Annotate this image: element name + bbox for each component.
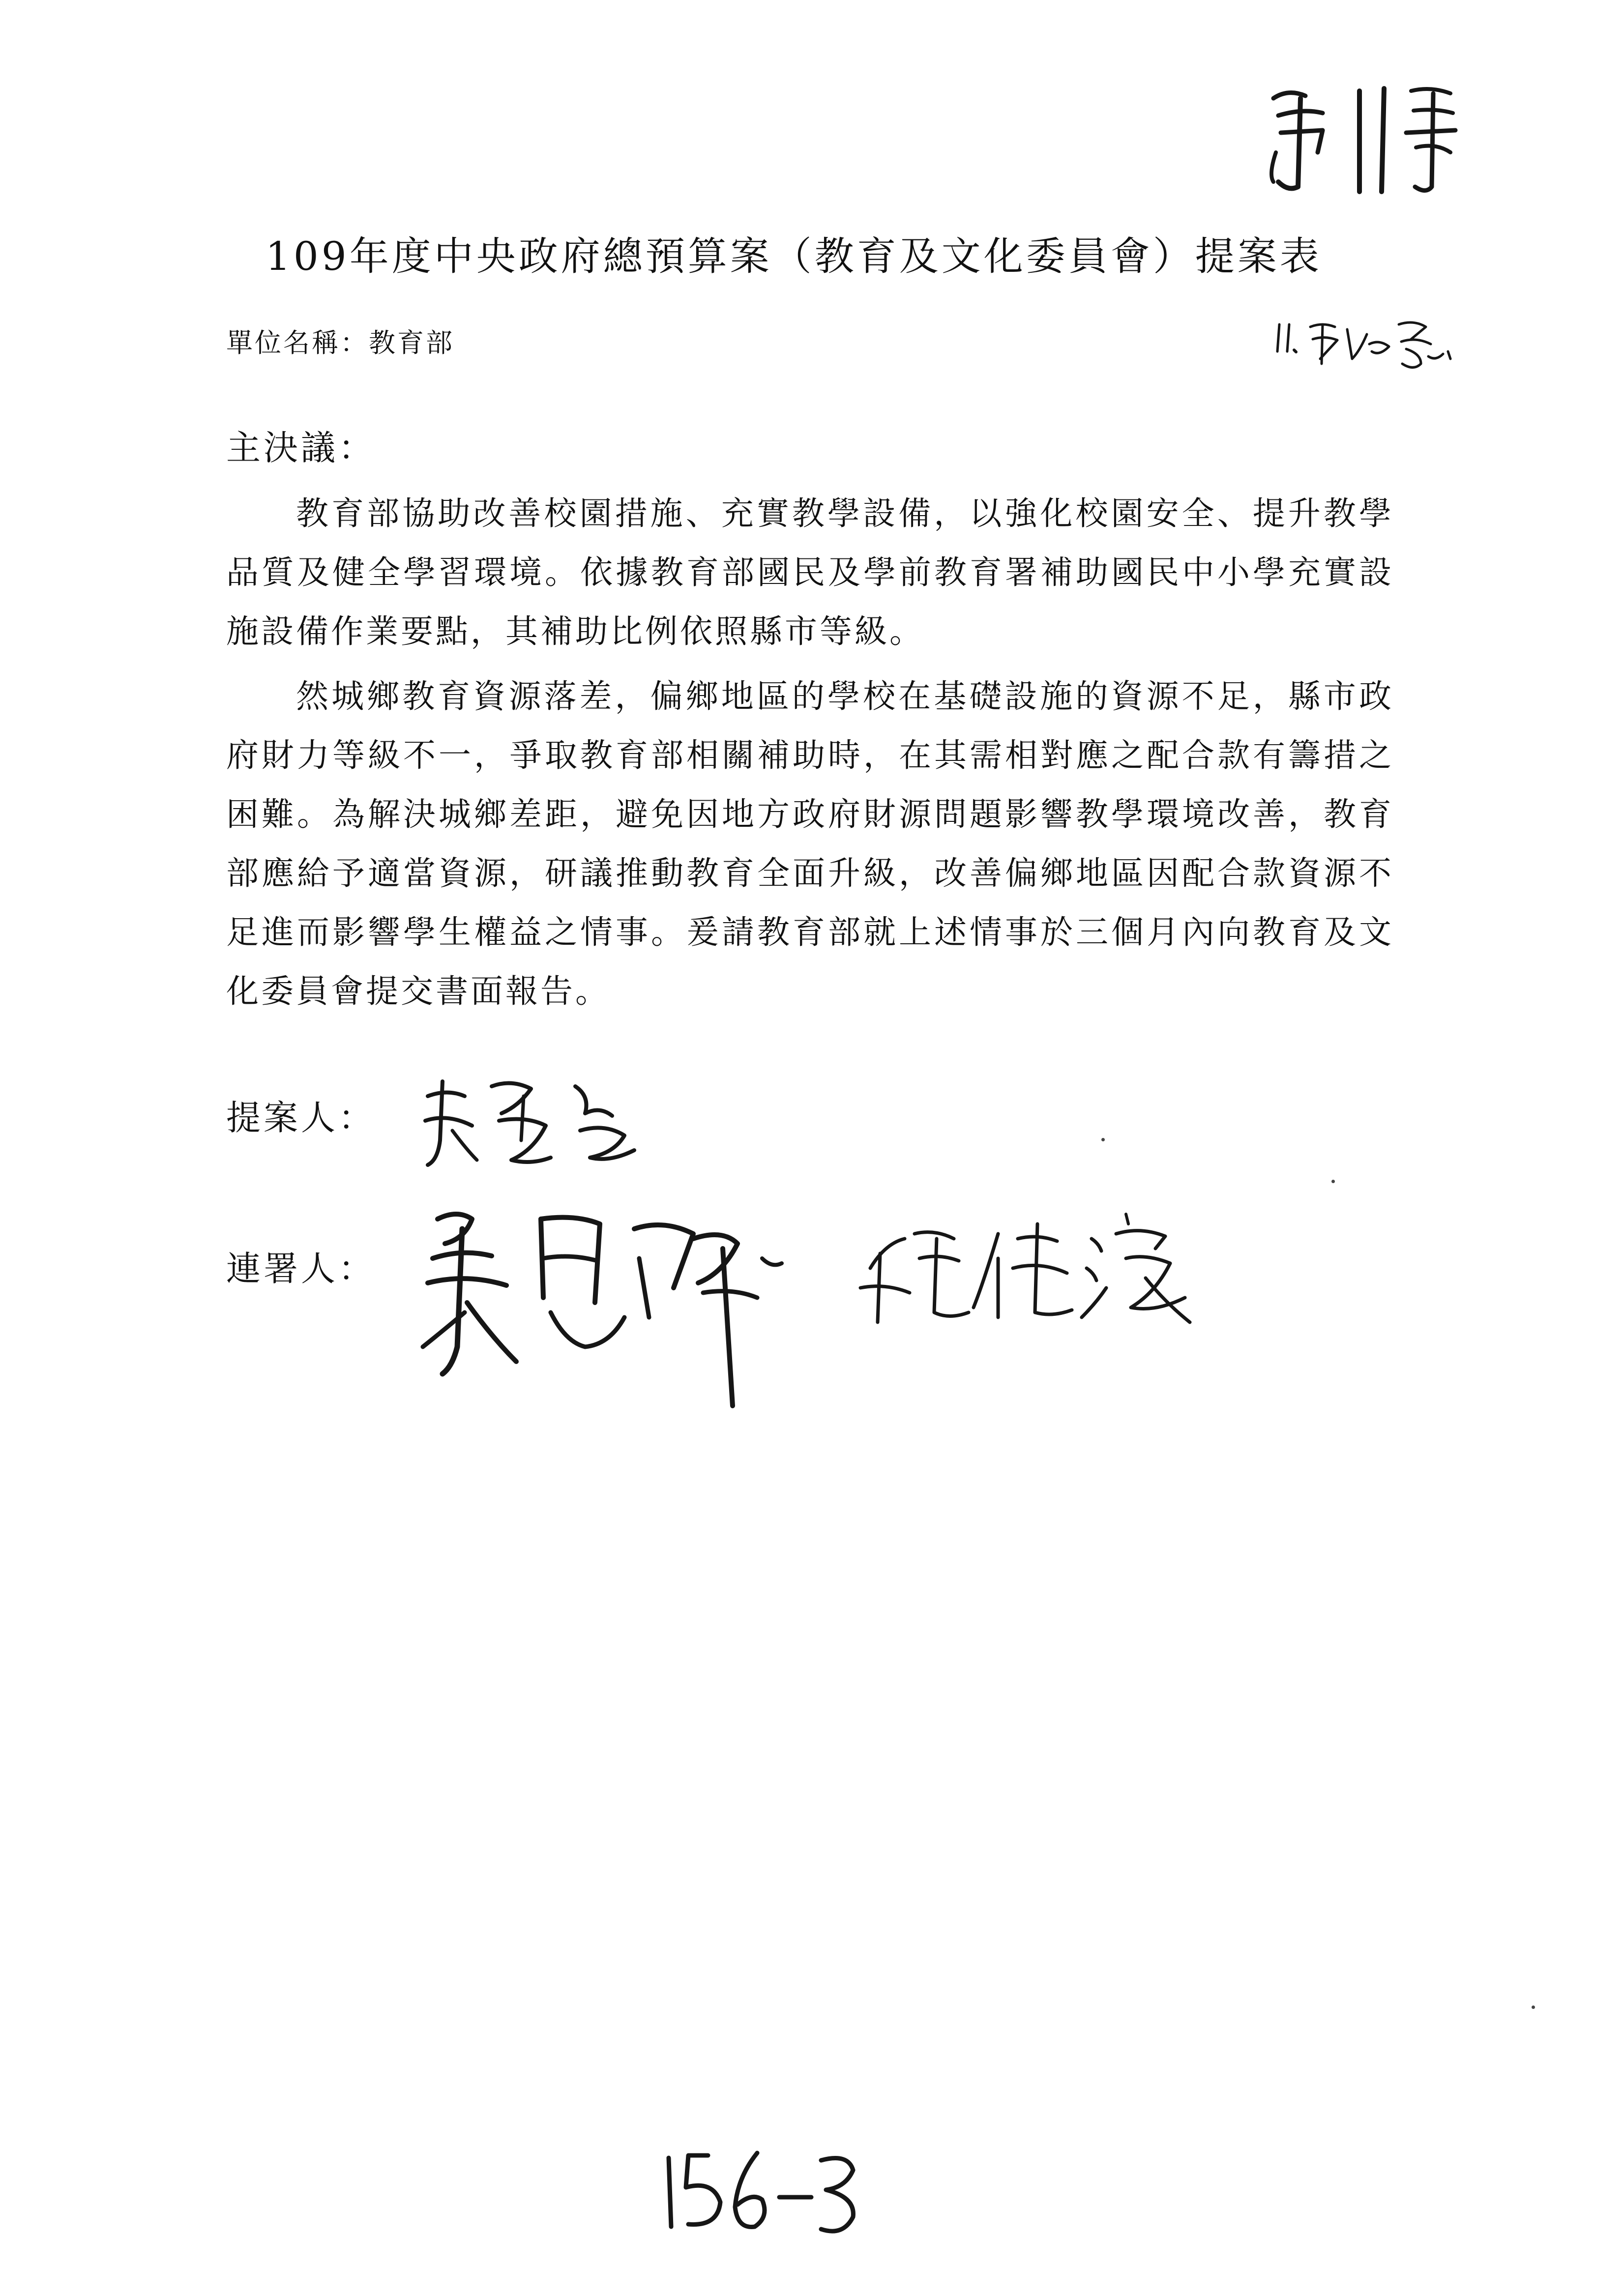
proposer-label: 提案人： — [226, 1098, 376, 1138]
cosigner-signature-2 — [851, 1194, 1205, 1342]
resolution-body — [226, 484, 1394, 1027]
scan-speck — [1532, 2005, 1535, 2009]
document-title: 109年度中央政府總預算案（教育及文化委員會）提案表 — [266, 233, 1322, 279]
corner-mark-handwritten — [1259, 69, 1465, 197]
annotation-handwritten — [1273, 305, 1460, 378]
paragraph-2: 然城鄉教育資源落差，偏鄉地區的學校在基礎設施的資源不足，縣市政府財力等級不一，爭取教育部相關補助時，在其需相對應之配合款有籌措之困難。為解決城鄉差距，避免因地方政府財源問題影響教學環境改善，教育部應給予適當資源，研議推動教育全面升級，改善偏鄉地區因配合款資源不足進而影響學生權益之情事。爰請教育部就上述情事於三個月內向教育及文化委員會提交書面報告。 — [226, 677, 1394, 1010]
page-number-handwritten — [659, 2143, 865, 2241]
unit-name-line: 單位名稱：教育部 — [226, 327, 454, 358]
cosigner-signature-1 — [418, 1199, 811, 1411]
paragraph-1: 教育部協助改善校園措施、充實教學設備，以強化校園安全、提升教學品質及健全學習環境。依據教育部國民及學前教育署補助國民中小學充實設施設備作業要點，其補助比例依照縣市等級。 — [226, 494, 1394, 650]
cosigner-label: 連署人： — [226, 1249, 376, 1289]
scan-speck — [1331, 1180, 1335, 1183]
main-resolution-label: 主決議： — [226, 428, 376, 468]
proposer-signature — [418, 1067, 654, 1180]
scan-speck — [1101, 1138, 1105, 1141]
